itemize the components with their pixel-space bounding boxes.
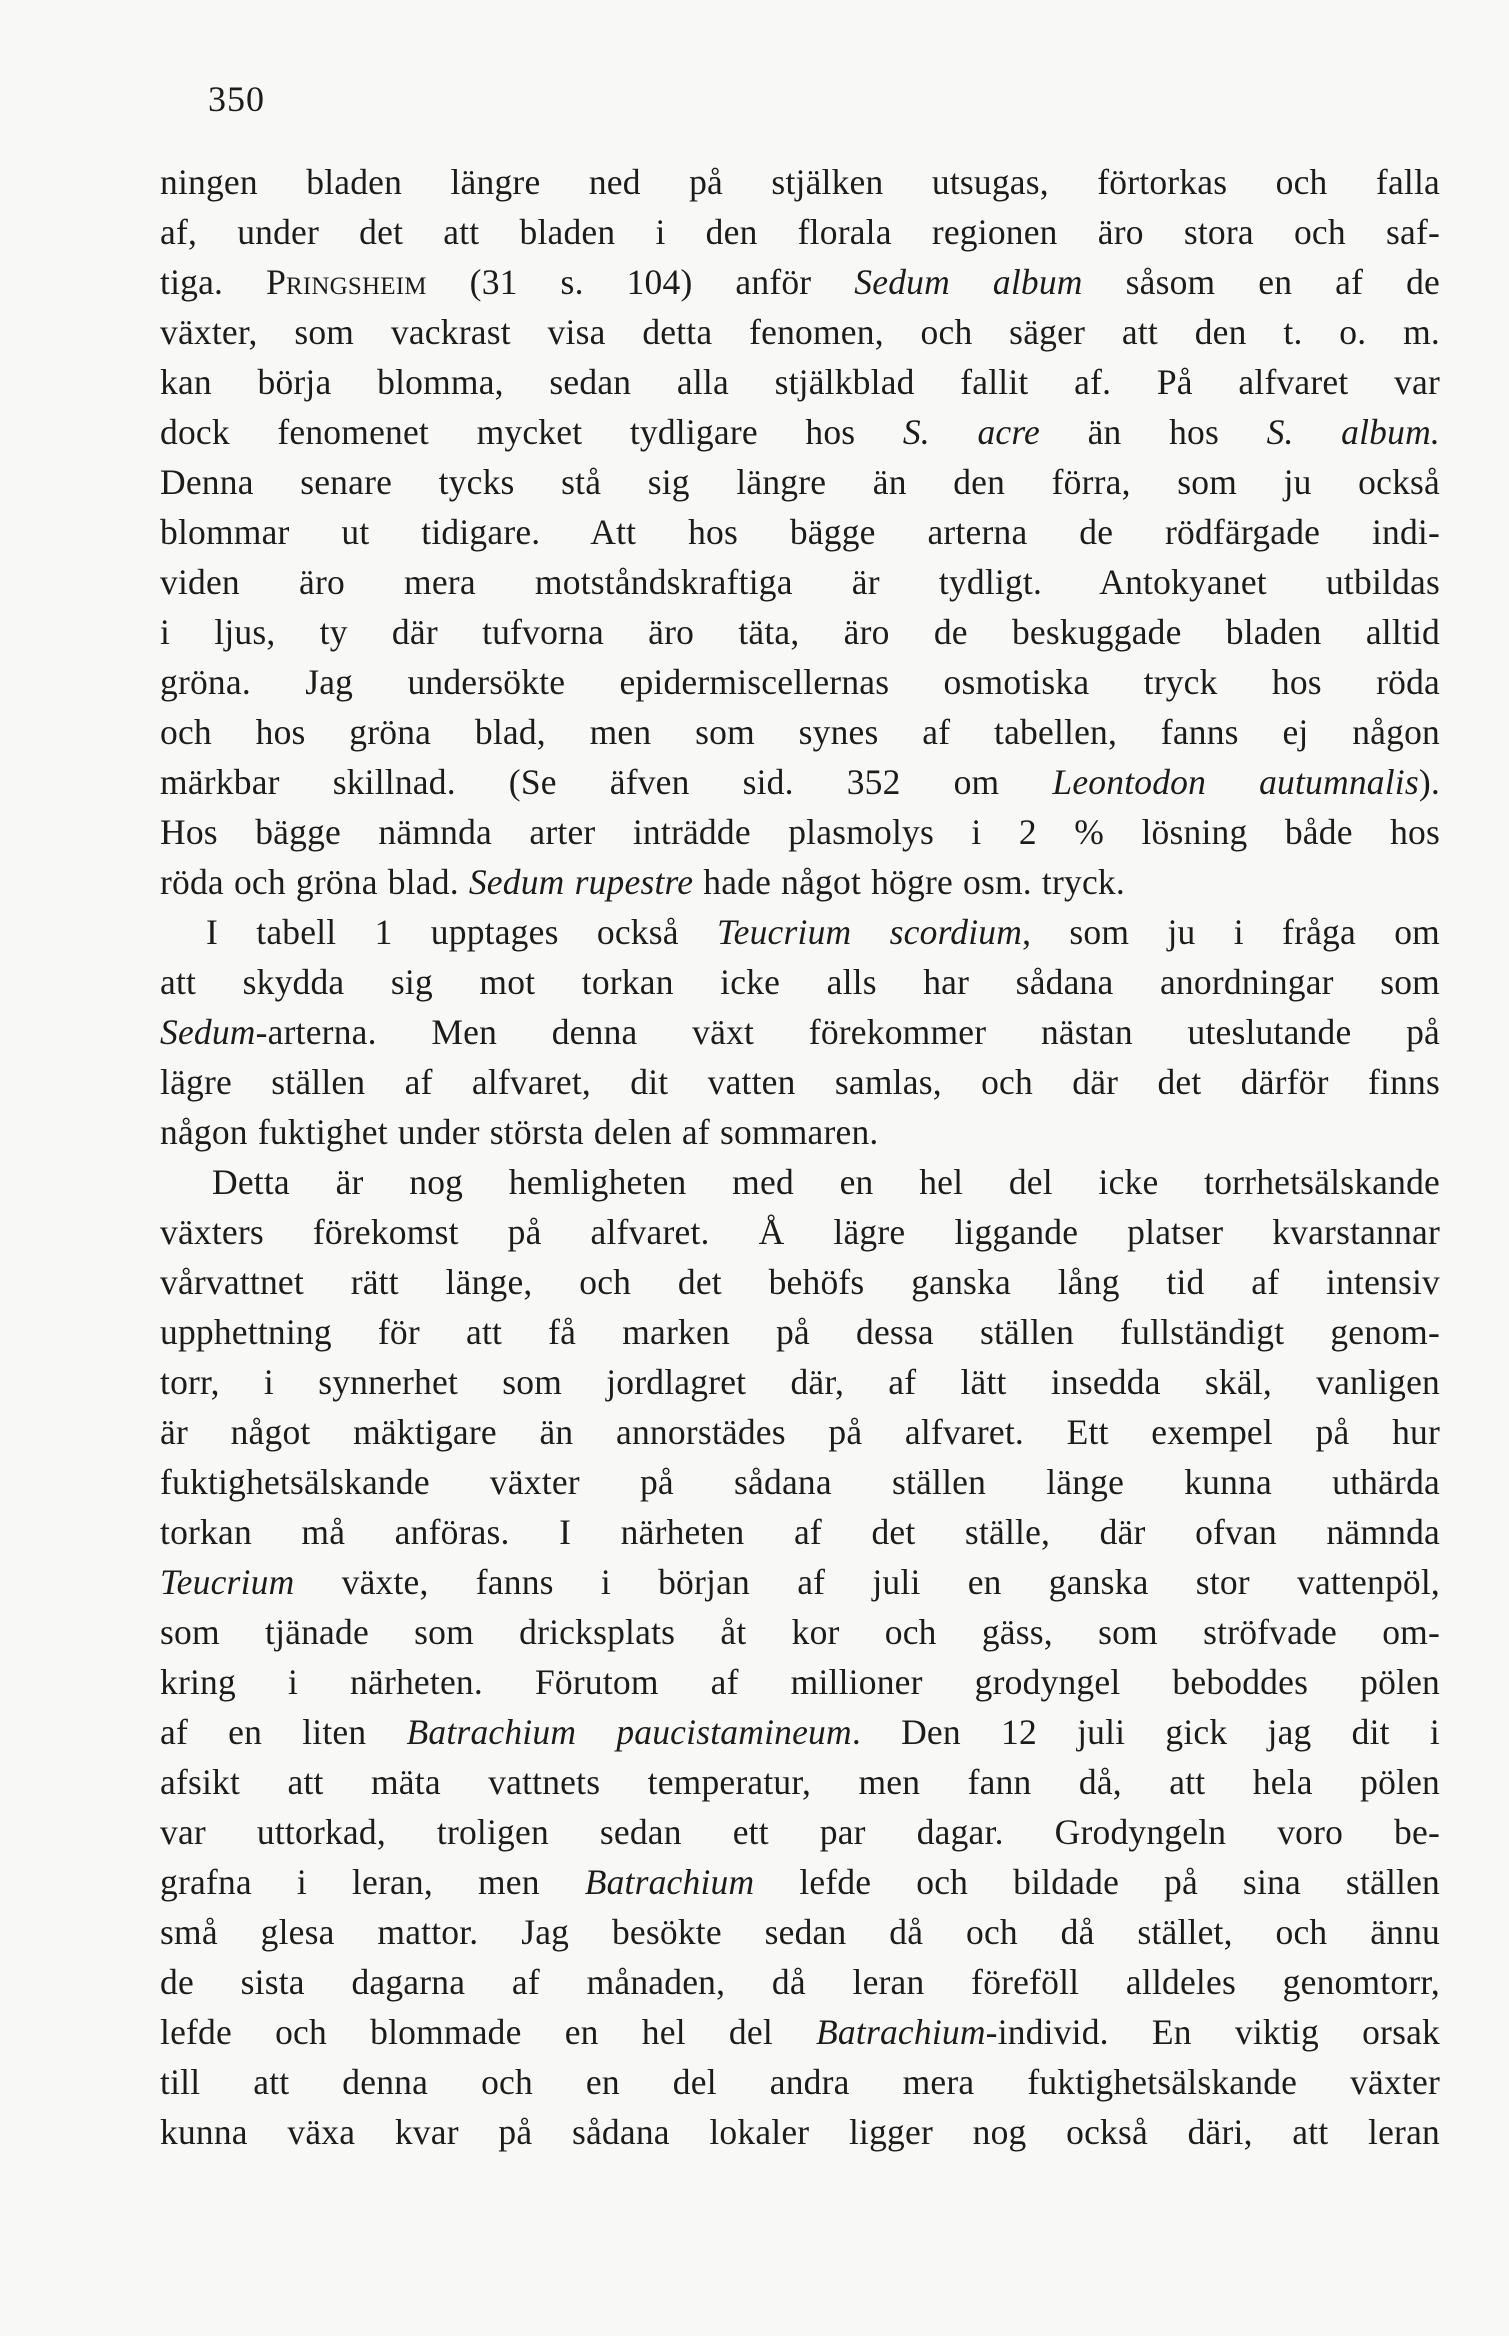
text-line [160,1457,1440,1507]
text-segment: växters förekomst på alfvaret. Å lägre liggande platser kvarstannar [160,1212,1440,1252]
page-number: 350 [208,79,265,119]
text-segment: upphettning för att få marken på dessa ställen fullständigt genom- [160,1312,1440,1352]
text-segment: någon fuktighet under största delen af sommaren. [160,1112,879,1152]
text-segment: och hos gröna blad, men som synes af tabellen, fanns ej någon [160,712,1440,752]
text-segment: är något mäktigare än annorstädes på alfvaret. Ett exempel på hur [160,1412,1440,1452]
text-segment: lägre ställen af alfvaret, dit vatten samlas, och där det därför finns [160,1062,1440,1102]
text-line [160,1907,1440,1957]
text-segment: Detta är nog hemligheten med en hel del icke torrhetsälskande [212,1162,1440,1202]
text-line [160,607,1440,657]
text-line [160,1507,1440,1557]
text-segment: . Den 12 juli gick jag dit i [851,1712,1440,1752]
italic-term: Sedum rupestre [468,862,694,902]
text-line [160,1107,1440,1157]
text-line [160,807,1440,857]
text-segment: kan börja blomma, sedan alla stjälkblad fallit af. På alfvaret var [160,362,1440,402]
text-segment: kunna växa kvar på sådana lokaler ligger nog också däri, att leran [160,2112,1440,2152]
text-line [160,1207,1440,1257]
text-segment: som tjänade som dricksplats åt kor och gäss, som ströfvade om- [160,1612,1440,1652]
text-segment: de sista dagarna af månaden, då leran föreföll alldeles genomtorr, [160,1962,1440,2002]
text-line [160,2057,1440,2107]
text-segment: Denna senare tycks stå sig längre än den förra, som ju också [160,462,1440,502]
italic-term: Leontodon autumnalis [1052,762,1419,802]
text-segment: växter, som vackrast visa detta fenomen, och säger att den t. o. m. [160,312,1440,352]
text-line [160,657,1440,707]
text-line [160,1957,1440,2007]
text-line [160,357,1440,407]
text-segment: hade något högre osm. tryck. [693,862,1125,902]
text-segment: dock fenomenet mycket tydligare hos [160,412,903,452]
text-line [160,407,1440,457]
text-segment: lefde och bildade på sina ställen [754,1862,1440,1902]
text-line [160,207,1440,257]
italic-term: Teucrium scordium [716,912,1023,952]
text-line [160,857,1440,907]
text-segment: ). [1418,762,1440,802]
text-line [160,1807,1440,1857]
text-segment: växte, fanns i början af juli en ganska stor vattenpöl, [294,1562,1440,1602]
text-segment: -individ. En viktig orsak [985,2012,1440,2052]
text-line [160,1407,1440,1457]
text-line [160,1857,1440,1907]
text-segment: lefde och blommade en hel del [160,2012,817,2052]
text-segment: grafna i leran, men [160,1862,585,1902]
text-segment: af en liten [160,1712,407,1752]
text-segment: afsikt att mäta vattnets temperatur, men fann då, att hela pölen [160,1762,1440,1802]
text-line [160,157,1440,207]
text-segment: än hos [1040,412,1267,452]
text-segment: af, under det att bladen i den florala regionen äro stora och saf- [160,212,1440,252]
text-line [160,1607,1440,1657]
text-segment: röda och gröna blad. [160,862,469,902]
text-segment: (31 s. 104) anför [426,262,855,302]
author-name: Pringsheim [266,262,427,302]
text-line [160,1657,1440,1707]
text-segment: tiga. [160,262,267,302]
text-line [160,1307,1440,1357]
text-segment: små glesa mattor. Jag besökte sedan då och då stället, och ännu [160,1912,1440,1952]
italic-term: Sedum [160,1012,256,1052]
italic-term: Teucrium [160,1562,295,1602]
text-line [160,1707,1440,1757]
italic-term: Sedum album [854,262,1083,302]
text-line [160,2107,1440,2157]
text-segment: -arterna. Men denna växt förekommer nästan uteslutande på [255,1012,1440,1052]
text-segment: , som ju i fråga om [1022,912,1440,952]
text-line [160,1157,1440,1207]
text-segment: gröna. Jag undersökte epidermiscellernas osmotiska tryck hos röda [160,662,1440,702]
text-line [160,507,1440,557]
text-line [160,1007,1440,1057]
italic-term: Batrachium paucistamineum [406,1712,852,1752]
body-text [160,157,1440,2157]
text-line [160,1757,1440,1807]
text-segment: var uttorkad, troligen sedan ett par dagar. Grodyngeln voro be- [160,1812,1440,1852]
text-segment: att skydda sig mot torkan icke alls har sådana anordningar som [160,962,1440,1002]
text-line [160,1257,1440,1307]
text-segment: till att denna och en del andra mera fuktighetsälskande växter [160,2062,1440,2102]
text-line [160,957,1440,1007]
text-line [160,2007,1440,2057]
text-line [160,1557,1440,1607]
text-segment: torkan må anföras. I närheten af det ställe, där ofvan nämnda [160,1512,1440,1552]
text-segment: i ljus, ty där tufvorna äro täta, äro de beskuggade bladen alltid [160,612,1440,652]
text-segment: fuktighetsälskande växter på sådana ställen länge kunna uthärda [160,1462,1440,1502]
text-line [160,457,1440,507]
text-line [160,307,1440,357]
text-segment: blommar ut tidigare. Att hos bägge arterna de rödfärgade indi- [160,512,1440,552]
italic-term: S. album. [1266,412,1440,452]
text-line [160,757,1440,807]
text-segment: ningen bladen längre ned på stjälken utsugas, förtorkas och falla [160,162,1440,202]
text-line [160,1357,1440,1407]
text-segment: vårvattnet rätt länge, och det behöfs ganska lång tid af intensiv [160,1262,1440,1302]
text-line [160,707,1440,757]
italic-term: Batrachium [816,2012,986,2052]
text-line [160,907,1440,957]
text-segment: märkbar skillnad. (Se äfven sid. 352 om [160,762,1053,802]
text-line [160,557,1440,607]
text-line [160,1057,1440,1107]
text-line [160,257,1440,307]
text-segment: viden äro mera motståndskraftiga är tydligt. Antokyanet utbildas [160,562,1440,602]
text-segment: torr, i synnerhet som jordlagret där, af lätt insedda skäl, vanligen [160,1362,1440,1402]
text-segment: Hos bägge nämnda arter inträdde plasmolys i 2 % lösning både hos [160,812,1440,852]
text-segment: I tabell 1 upptages också [206,912,717,952]
italic-term: S. acre [902,412,1041,452]
text-segment: såsom en af de [1082,262,1441,302]
text-segment: kring i närheten. Förutom af millioner grodyngel beboddes pölen [160,1662,1440,1702]
italic-term: Batrachium [584,1862,755,1902]
